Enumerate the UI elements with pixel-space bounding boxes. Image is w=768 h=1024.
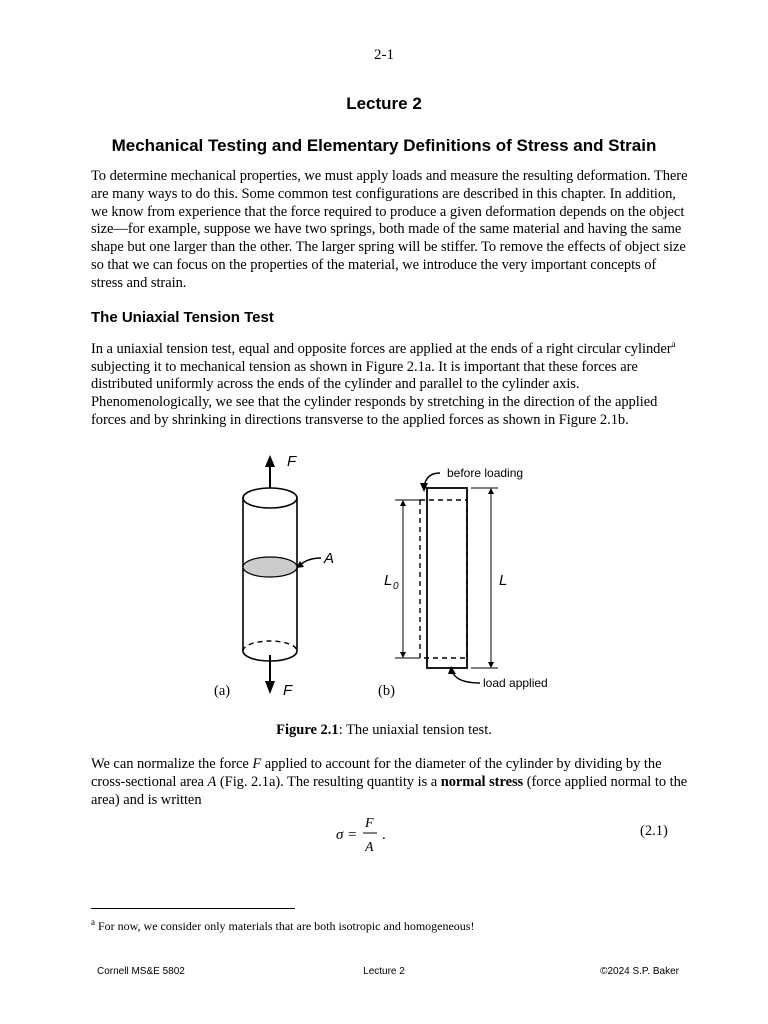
cross-section-area	[243, 557, 297, 577]
footer-course: Cornell MS&E 5802	[97, 966, 185, 977]
stress-var-F: F	[252, 756, 262, 772]
label-before-loading: before loading	[447, 466, 524, 480]
footnote-marker-ref: a	[671, 339, 676, 349]
stress-text-3: (Fig. 2.1a). The resulting quantity is a	[216, 773, 441, 790]
equation-numerator: F	[365, 816, 374, 831]
footnote-text: For now, we consider only materials that are both isotropic and homogeneous!	[95, 919, 475, 933]
footer-lecture: Lecture 2	[363, 966, 405, 977]
deformation-diagram	[395, 473, 498, 683]
stress-text-1: We can normalize the force	[91, 756, 253, 772]
stress-text-2: applied to account for the diameter of the cylinder by dividing by the cross-sectional area	[91, 756, 662, 790]
label-force-top: F	[287, 453, 297, 470]
label-L: L	[499, 572, 508, 589]
footnote	[91, 917, 474, 934]
tension-text-2: subjecting it to mechanical tension as shown in Figure 2.1a. It is important that these forces are distributed uniformly across the ends of the cylinder and parallel to the cylinder axis. Phenomenologically, we see that the cylinder responds by stretching in the direction of the applied forces and by shrinking in directions transverse to the applied forces as shown in Figure 2.1b.	[91, 358, 658, 429]
force-arrowhead-bottom	[265, 681, 275, 694]
equation-lhs: σ =	[336, 827, 358, 843]
stress-paragraph	[91, 756, 691, 809]
tension-text-1: In a uniaxial tension test, equal and opposite forces are applied at the ends of a right circular cylinder	[91, 340, 672, 357]
equation-denominator: A	[365, 840, 374, 855]
figure-caption	[0, 722, 768, 739]
footnote-marker: a	[91, 917, 95, 927]
force-arrowhead-top	[265, 455, 275, 467]
intro-paragraph: To determine mechanical properties, we must apply loads and measure the resulting deformation. There are many ways to do this. Some common test configurations are described in this chapter. In addition, we know from experience that the force required to produce a given deformation depends on the object size—for example, suppose we have two springs, both made of the same material and having the same shape but one larger than the other. The larger spring will be stiffer. To remove the effects of object size so that we can focus on the properties of the material, we introduce the very important concepts of stress and strain.	[91, 168, 688, 291]
equation-2-1	[336, 812, 416, 856]
cylinder-diagram	[243, 455, 321, 694]
footnote-divider	[91, 908, 295, 909]
page-number: 2-1	[374, 47, 394, 63]
label-load-applied: load applied	[483, 676, 548, 690]
lecture-title: Lecture 2	[346, 94, 422, 113]
main-title: Mechanical Testing and Elementary Definitions of Stress and Strain	[111, 136, 657, 155]
figure-caption-text: : The uniaxial tension test.	[338, 722, 492, 738]
stress-term-normal-stress: normal stress	[440, 773, 524, 790]
loaded-specimen	[427, 488, 467, 668]
cylinder-top-face	[243, 488, 297, 508]
label-area: A	[324, 550, 335, 567]
label-panel-b: (b)	[378, 683, 395, 699]
label-panel-a: (a)	[214, 683, 231, 699]
equation-number: (2.1)	[640, 823, 668, 839]
equation-period: .	[382, 827, 386, 843]
section-heading: The Uniaxial Tension Test	[91, 309, 274, 326]
label-L0: L	[384, 572, 393, 589]
uniaxial-tension-figure	[190, 445, 590, 705]
stress-var-A: A	[207, 773, 217, 790]
figure-caption-label: Figure 2.1	[276, 722, 339, 738]
footer-copyright: ©2024 S.P. Baker	[600, 966, 679, 977]
label-L0-subscript: 0	[393, 581, 399, 592]
label-force-bottom: F	[283, 682, 293, 699]
tension-paragraph	[91, 336, 691, 430]
stress-text-4: (force applied normal to the area) and is written	[91, 773, 688, 808]
